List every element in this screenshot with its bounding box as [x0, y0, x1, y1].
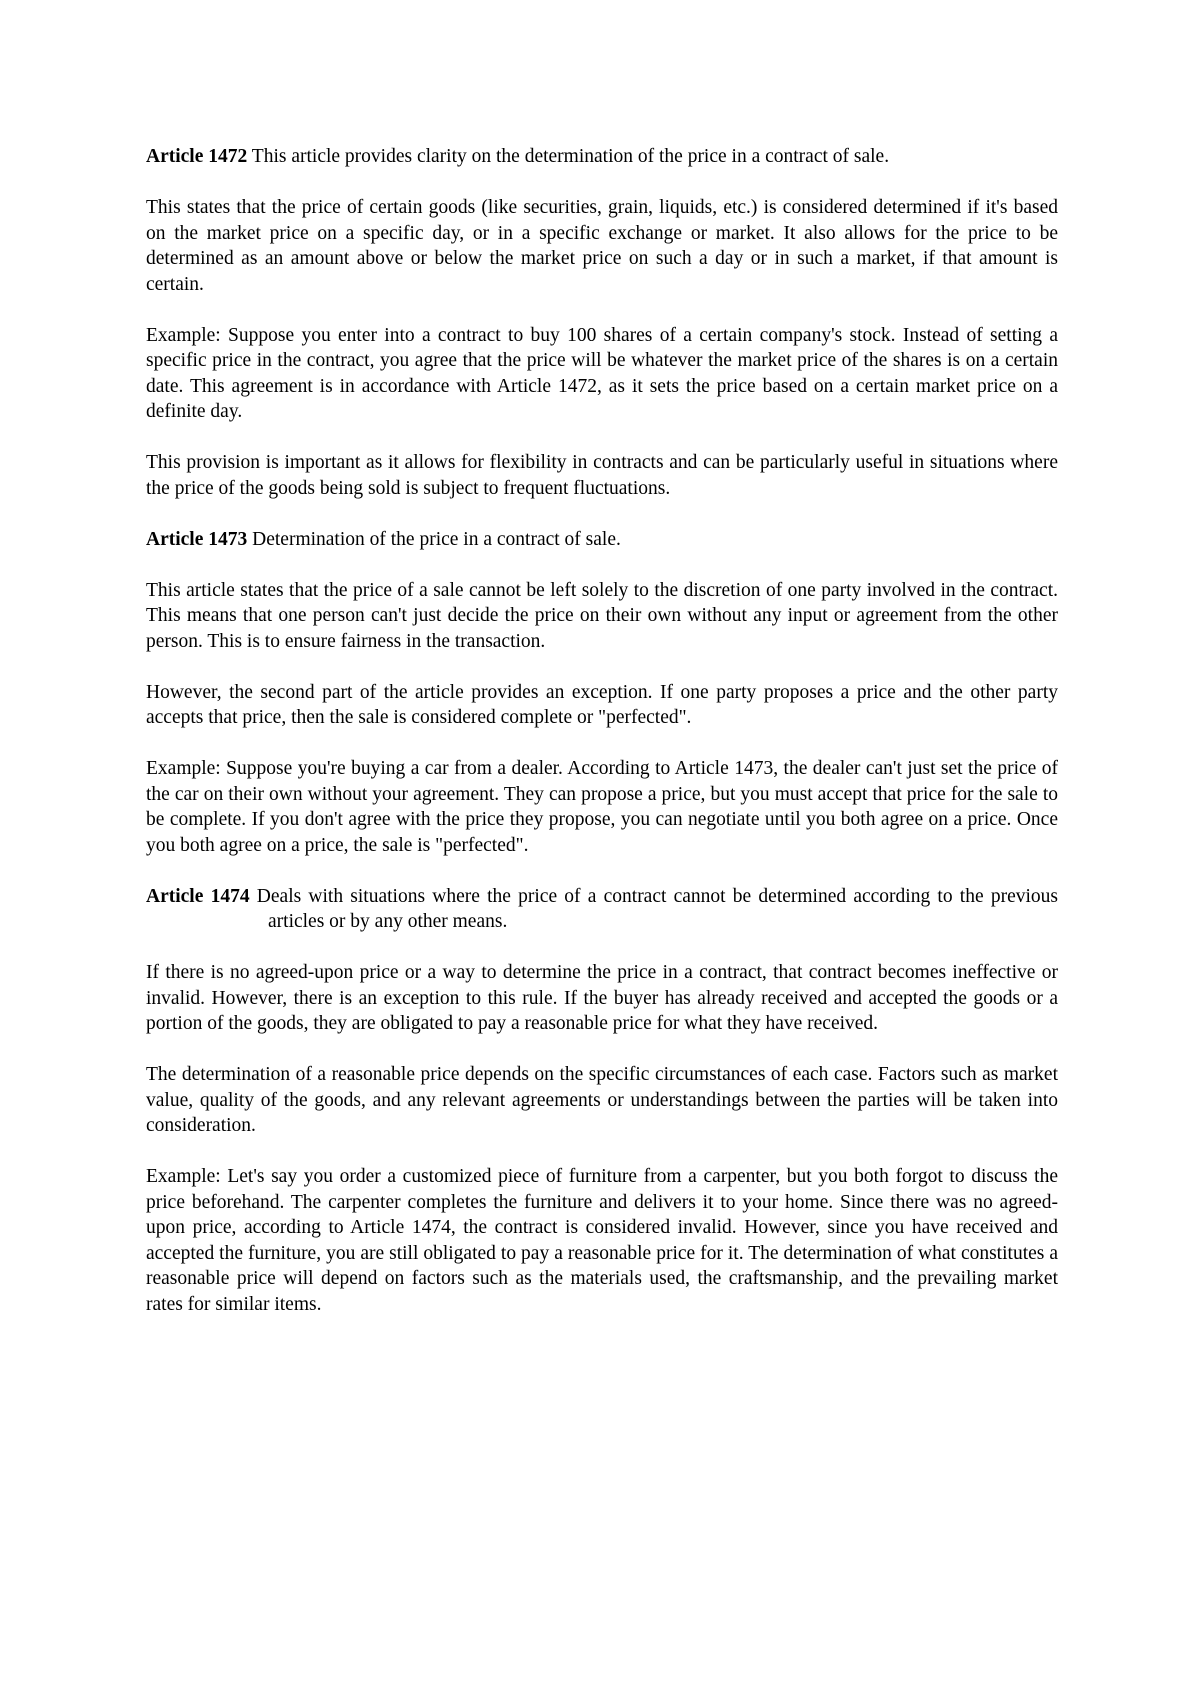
article-summary: Deals with situations where the price of a contract cannot be determined according to the previous articles or by any other means.: [249, 885, 1058, 932]
article-title: Article 1472: [146, 146, 248, 167]
article-1473-heading-line: [146, 527, 1058, 553]
document-page: [146, 144, 1058, 1343]
example-paragraph: Example: Suppose you're buying a car from a dealer. According to Article 1473, the dealer can't just set the price of the car on their own without your agreement. They can propose a price, but you must accept that price for the sale to be complete. If you don't agree with the price they propose, you can negotiate until you both agree on a price. Once you both agree on a price, the sale is "perfected".: [146, 758, 1058, 856]
article-summary: Determination of the price in a contract of sale.: [247, 528, 621, 550]
body-paragraph: This states that the price of certain goods (like securities, grain, liquids, etc.) is considered determined if it's based on the market price on a specific day, or in a specific exchange or market. It also allows for the price to be determined as an amount above or below the market price on such a day or in such a market, if that amount is certain.: [146, 197, 1058, 295]
article-title: Article 1474: [146, 885, 250, 907]
body-paragraph: This provision is important as it allows for flexibility in contracts and can be particularly useful in situations where the price of the goods being sold is subject to frequent fluctuations.: [146, 452, 1058, 499]
body-paragraph: If there is no agreed-upon price or a way to determine the price in a contract, that contract becomes ineffective or invalid. However, there is an exception to this rule. If the buyer has already received and accepted the goods or a portion of the goods, they are obligated to pay a reasonable price for what they have received.: [146, 962, 1058, 1034]
example-paragraph: Example: Let's say you order a customized piece of furniture from a carpenter, but you both forgot to discuss the price beforehand. The carpenter completes the furniture and delivers it to your home. Since there was no agreed-upon price, according to Article 1474, the contract is considered invalid. However, since you have received and accepted the furniture, you are still obligated to pay a reasonable price for it. The determination of what constitutes a reasonable price will depend on factors such as the materials used, the craftsmanship, and the prevailing market rates for similar items.: [146, 1166, 1058, 1315]
example-paragraph: Example: Suppose you enter into a contract to buy 100 shares of a certain company's stock. Instead of setting a specific price in the contract, you agree that the price will be whatever the market price of the shares is on a certain date. This agreement is in accordance with Article 1472, as it sets the price based on a certain market price on a definite day.: [146, 324, 1058, 422]
article-1474-heading-line: [146, 884, 1058, 935]
body-paragraph: However, the second part of the article provides an exception. If one party proposes a price and the other party accepts that price, then the sale is considered complete or "perfected".: [146, 681, 1058, 728]
article-summary: This article provides clarity on the determination of the price in a contract of sale.: [247, 146, 890, 167]
body-paragraph: This article states that the price of a sale cannot be left solely to the discretion of one party involved in the contract. This means that one person can't just decide the price on their own without any input or agreement from the other person. This is to ensure fairness in the transaction.: [146, 579, 1058, 652]
body-paragraph: The determination of a reasonable price depends on the specific circumstances of each case. Factors such as market value, quality of the goods, and any relevant agreements or understandings between the parties will be taken into consideration.: [146, 1064, 1058, 1136]
article-1472-heading-line: [146, 144, 1058, 170]
article-title: Article 1473: [146, 528, 248, 550]
